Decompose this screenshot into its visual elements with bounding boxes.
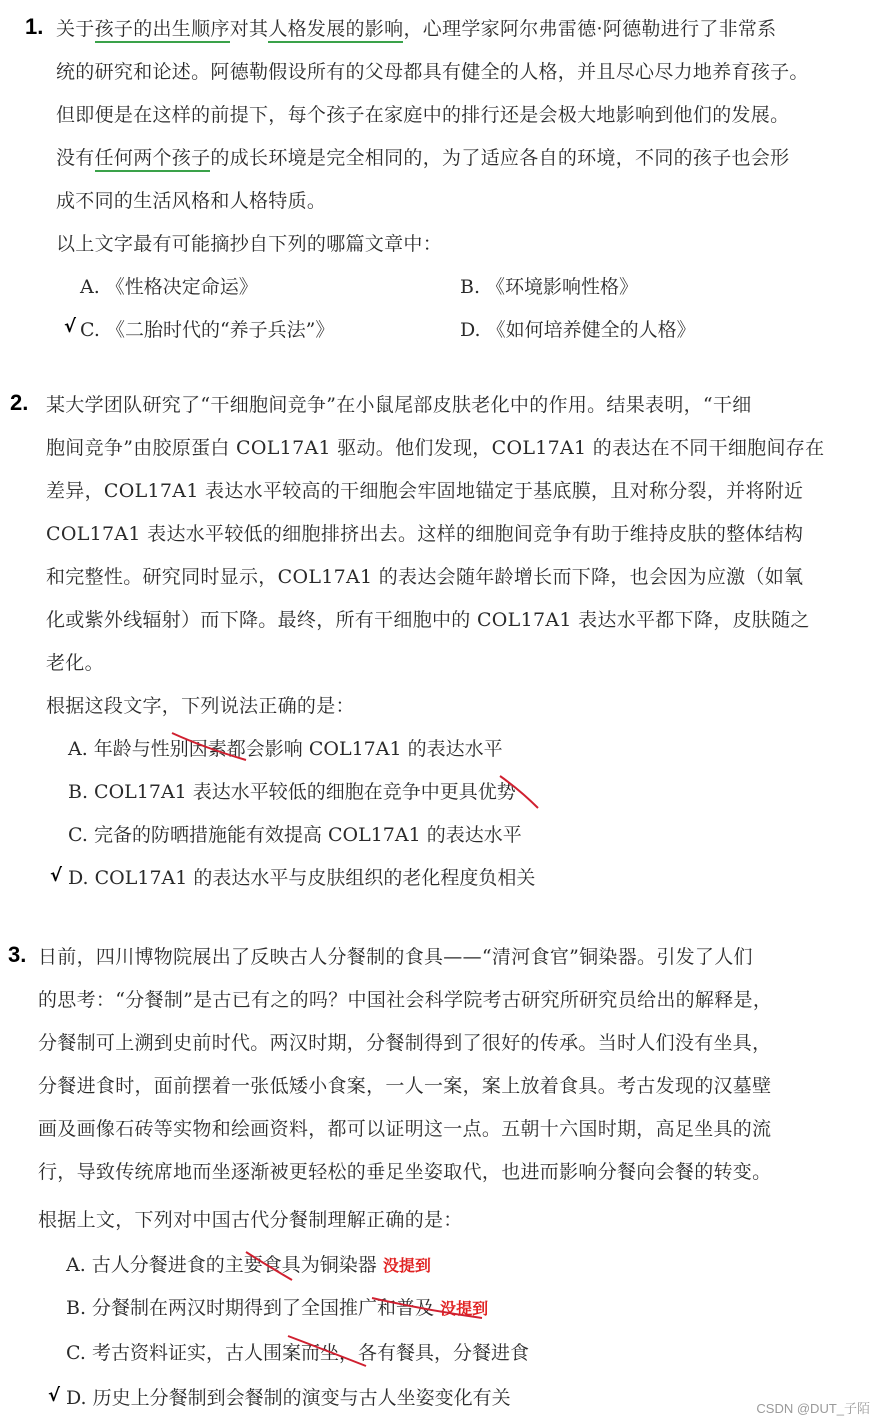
highlight-underline: 人格发展的影响 xyxy=(268,18,403,43)
q1-line-3: 但即便是在这样的前提下，每个孩子在家庭中的排行还是会极大地影响到他们的发展。 xyxy=(56,104,790,126)
option-b: B. 《环境影响性格》 xyxy=(460,276,639,298)
option-c: C. 《二胎时代的“养子兵法”》 xyxy=(80,319,335,341)
q2-line-7: 老化。 xyxy=(46,652,104,674)
option-c: C. 考古资料证实，古人围案而坐，各有餐具，分餐进食 xyxy=(66,1342,529,1364)
watermark: CSDN @DUT_子陌 xyxy=(756,1401,870,1416)
option-c: C. 完备的防晒措施能有效提高 COL17A1 的表达水平 xyxy=(68,824,522,846)
option-d: D. 《如何培养健全的人格》 xyxy=(460,319,696,341)
q1-line-1 xyxy=(56,14,776,41)
option-a: A. 《性格决定命运》 xyxy=(80,276,258,298)
q2-line-1: 某大学团队研究了“干细胞间竞争”在小鼠尾部皮肤老化中的作用。结果表明，“干细 xyxy=(46,394,752,416)
q3-line-5: 画及画像石砖等实物和绘画资料，都可以证明这一点。五朝十六国时期，高足坐具的流 xyxy=(38,1118,772,1140)
check-mark-icon: √ xyxy=(48,1385,61,1406)
option-d: D. COL17A1 的表达水平与皮肤组织的老化程度负相关 xyxy=(68,867,536,889)
annotation-note: 没提到 xyxy=(440,1299,489,1318)
text-span: 对其 xyxy=(229,18,269,40)
q3-line-6: 行，导致传统席地而坐逐渐被更轻松的垂足坐姿取代，也进而影响分餐向会餐的转变。 xyxy=(38,1161,772,1183)
question-prompt: 根据上文，下列对中国古代分餐制理解正确的是： xyxy=(38,1209,463,1231)
option-a xyxy=(66,1250,431,1277)
q1-line-2: 统的研究和论述。阿德勒假设所有的父母都具有健全的人格，并且尽心尽力地养育孩子。 xyxy=(56,61,809,83)
option-a: A. 年龄与性别因素都会影响 COL17A1 的表达水平 xyxy=(68,738,503,760)
q2-line-5: 和完整性。研究同时显示，COL17A1 的表达会随年龄增长而下降，也会因为应激（如氧 xyxy=(46,566,804,588)
q1-line-5: 成不同的生活风格和人格特质。 xyxy=(56,190,327,212)
q3-line-2: 的思考：“分餐制”是古已有之的吗？中国社会科学院考古研究所研究员给出的解释是， xyxy=(38,989,773,1011)
question-prompt: 根据这段文字，下列说法正确的是： xyxy=(46,695,355,717)
option-text: B. 分餐制在两汉时期得到了全国推广和普及 xyxy=(66,1297,435,1319)
check-mark-icon: √ xyxy=(50,865,63,886)
annotation-note: 没提到 xyxy=(382,1256,431,1275)
q2-line-3: 差异，COL17A1 表达水平较高的干细胞会牢固地锚定于基底膜，且对称分裂，并将附近 xyxy=(46,480,804,502)
highlight-underline: 孩子的出生顺序 xyxy=(95,18,230,43)
q2-line-4: COL17A1 表达水平较低的细胞排挤出去。这样的细胞间竞争有助于维持皮肤的整体结构 xyxy=(46,523,804,545)
option-d: D. 历史上分餐制到会餐制的演变与古人坐姿变化有关 xyxy=(66,1387,511,1409)
text-span: 没有 xyxy=(56,147,95,169)
text-span: ，心理学家阿尔弗雷德·阿德勒进行了非常系 xyxy=(403,18,777,40)
question-number: 3. xyxy=(8,942,27,967)
check-mark-icon: √ xyxy=(64,316,77,337)
question-number: 2. xyxy=(10,390,29,415)
question-number: 1. xyxy=(25,14,44,39)
q2-line-2: 胞间竞争”由胶原蛋白 COL17A1 驱动。他们发现，COL17A1 的表达在不同干细胞间存在 xyxy=(46,437,825,459)
text-span: 的成长环境是完全相同的，为了适应各自的环境，不同的孩子也会形 xyxy=(210,147,790,169)
text-span: 关于 xyxy=(56,18,95,40)
option-b: B. COL17A1 表达水平较低的细胞在竞争中更具优势 xyxy=(68,781,516,803)
q3-line-1: 日前，四川博物院展出了反映古人分餐制的食具——“清河食官”铜染器。引发了人们 xyxy=(38,946,753,968)
option-text: A. 古人分餐进食的主要食具为铜染器 xyxy=(66,1254,377,1276)
highlight-underline: 任何两个孩子 xyxy=(95,147,211,172)
q1-line-4 xyxy=(56,143,789,170)
q2-line-6: 化或紫外线辐射）而下降。最终，所有干细胞中的 COL17A1 表达水平都下降，皮肤随之 xyxy=(46,609,810,631)
q3-line-4: 分餐进食时，面前摆着一张低矮小食案，一人一案，案上放着食具。考古发现的汉墓壁 xyxy=(38,1075,772,1097)
question-prompt: 以上文字最有可能摘抄自下列的哪篇文章中： xyxy=(56,233,443,255)
q3-line-3: 分餐制可上溯到史前时代。两汉时期，分餐制得到了很好的传承。当时人们没有坐具， xyxy=(38,1032,772,1054)
option-b xyxy=(66,1293,488,1320)
